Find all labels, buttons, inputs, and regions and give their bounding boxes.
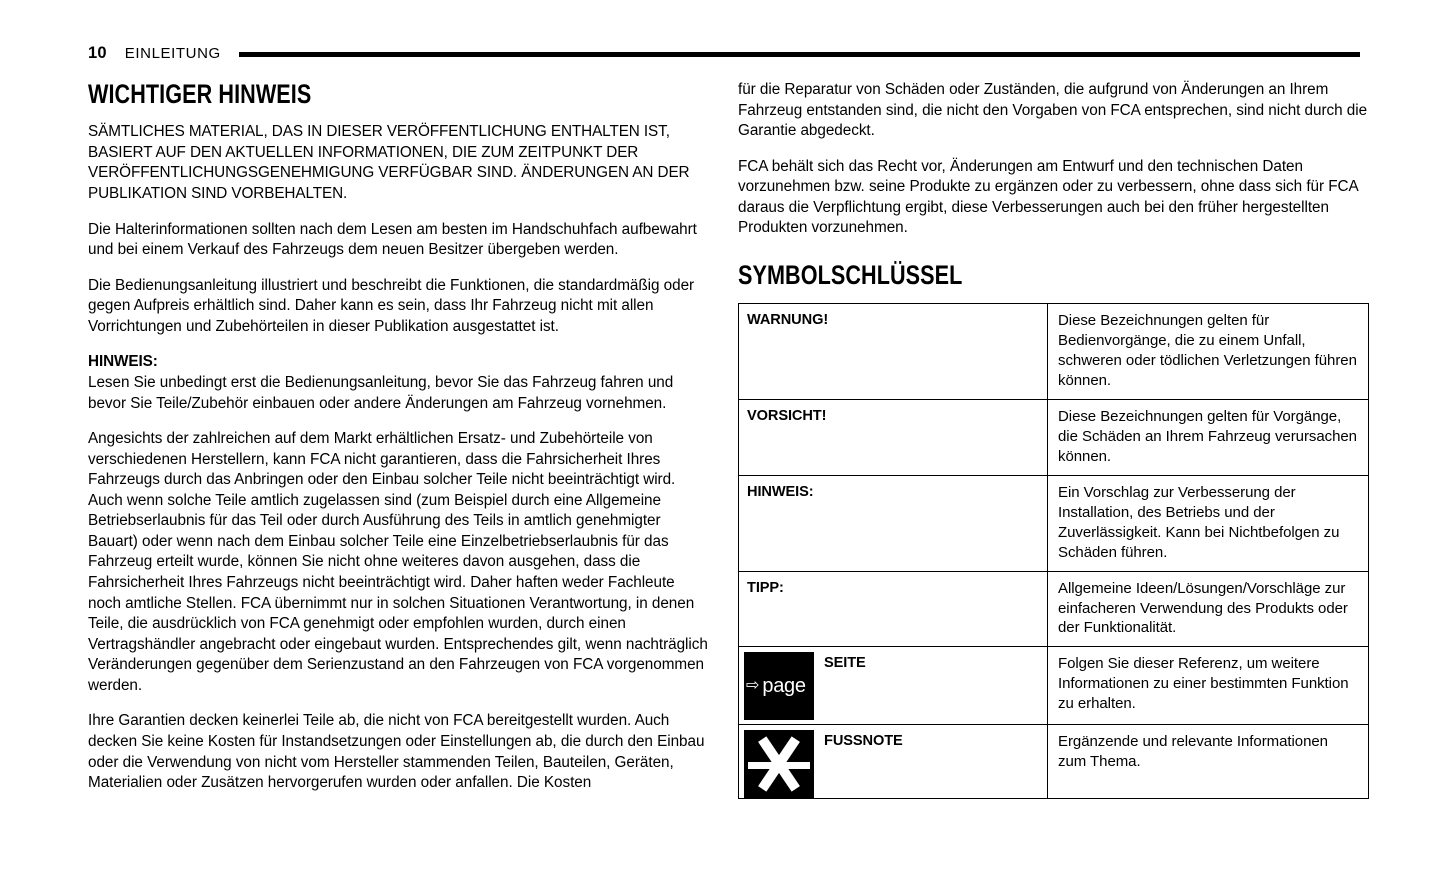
- symbol-description-tipp: Allgemeine Ideen/Lösungen/Vorschläge zur einfacheren Verwendung des Produkts oder der Funktionalität.: [1058, 579, 1348, 637]
- symbol-cell-description: [1048, 304, 1369, 400]
- paragraph-bedienungsanleitung: Die Bedienungsanleitung illustriert und beschreibt die Funktionen, die standardmäßig oder gegen Aufpreis erhältlich sind. Daher kann es sein, dass Ihr Fahrzeug nicht mit allen Vorrichtungen und Zubehörteilen in dieser Publikation ausgestattet ist.: [88, 276, 695, 335]
- symbol-icon-cell-seite: [739, 647, 1047, 720]
- symbol-label-fussnote: FUSSNOTE: [824, 733, 903, 750]
- symbol-label-vorsicht: VORSICHT!: [747, 408, 827, 425]
- symbol-key-table: [738, 303, 1369, 799]
- symbol-description-hinweis: Ein Vorschlag zur Verbesserung der Installation, des Betriebs und der Zuverlässigkeit. Kann bei Nichtbefolgen zu Schäden führen.: [1058, 483, 1340, 561]
- page-reference-word: page: [762, 675, 806, 698]
- page-reference-icon: [744, 652, 814, 720]
- paragraph-halterinformationen: Die Halterinformationen sollten nach dem Lesen am besten im Handschuhfach aufbewahrt und bei einem Verkauf des Fahrzeugs dem neuen Besitzer übergeben werden.: [88, 220, 697, 259]
- paragraph-disclaimer-caps: SÄMTLICHES MATERIAL, DAS IN DIESER VERÖFFENTLICHUNG ENTHALTEN IST, BASIERT AUF DEN AKTUELLEN INFORMATIONEN, DIE ZUM ZEITPUNKT DER VERÖFFENTLICHUNGSGENEHMIGUNG VERFÜGBAR SIND. ÄNDERUNGEN AN DER PUBLIKATION SIND VORBEHALTEN.: [88, 123, 690, 203]
- symbol-cell-description: [1048, 400, 1369, 476]
- section-title-wichtiger-hinweis: WICHTIGER HINWEIS: [88, 79, 312, 109]
- note-label-hinweis: HINWEIS:: [88, 353, 158, 371]
- section-title-symbolschluessel: SYMBOLSCHLÜSSEL: [738, 259, 963, 290]
- symbol-label-hinweis: HINWEIS:: [747, 483, 814, 500]
- paragraph-garantien: Ihre Garantien decken keinerlei Teile ab, die nicht von FCA bereitgestellt wurden. Auch decken Sie keine Kosten für Instandsetzungen oder Einstellungen ab, die durch den Einbau oder die Verwendung von nicht vom Hersteller stammenden Teilen, Bauteilen, Geräten, Materialien oder Zusätzen hervorgerufen wurden oder anfallen. Die Kosten: [88, 712, 705, 792]
- page-running-header: [88, 40, 1360, 66]
- paragraph-fca-rechtsvorbehalt: FCA behält sich das Recht vor, Änderungen am Entwurf und den technischen Daten vorzunehmen bzw. seine Produkte zu ergänzen oder zu verbessern, ohne dass sich für FCA daraus die Verpflichtung ergibt, diese Verbesserungen auch bei den früher hergestellten Produkten vorzunehmen.: [738, 157, 1358, 237]
- paragraph-reparatur-kosten: für die Reparatur von Schäden oder Zuständen, die aufgrund von Änderungen an Ihrem Fahrzeug entstanden sind, die nicht den Vorgaben von FCA entsprechen, sind nicht durch die Garantie abgedeckt.: [738, 81, 1368, 140]
- symbol-description-vorsicht: Diese Bezeichnungen gelten für Vorgänge, die Schäden an Ihrem Fahrzeug verursachen können.: [1058, 408, 1357, 465]
- page-number: 10: [88, 43, 107, 62]
- symbol-cell-description: [1048, 647, 1369, 725]
- symbol-cell-description: [1048, 571, 1369, 647]
- symbol-cell-label: [739, 725, 1048, 799]
- symbol-label-tipp: TIPP:: [747, 579, 784, 596]
- table-row: [739, 725, 1369, 799]
- symbol-cell-label: [739, 571, 1048, 647]
- symbol-label-warnung: WARNUNG!: [747, 312, 829, 329]
- table-row: [739, 475, 1369, 571]
- paragraph-ersatzteile: Angesichts der zahlreichen auf dem Markt erhältlichen Ersatz- und Zubehörteile von verschiedenen Herstellern, kann FCA nicht garantieren, dass die Fahrsicherheit Ihres Fahrzeugs durch das Anbringen oder den Einbau solcher Teile nicht beeinträchtigt wird. Auch wenn solche Teile amtlich zugelassen sind (zum Beispiel durch eine Allgemeine Betriebserlaubnis für das Teil oder durch Ausführung des Teils in amtlich genehmigter Bauart) oder wenn nach dem Einbau solcher Teile eine Einzelbetriebserlaubnis für das Fahrzeug erteilt wurde, können Sie nicht ohne weiteres davon ausgehen, dass die Fahrsicherheit Ihres Fahrzeugs nicht beeinträchtigt wird. Daher haften weder Fachleute noch amtliche Stellen. FCA übernimmt nur in solchen Situationen Verantwortung, in denen Teile, die ausdrücklich von FCA genehmigt oder empfohlen wurden, durch einen Vertragshändler angebracht oder eingebaut wurden. Entsprechendes gilt, wenn nachträglich Veränderungen gegenüber dem Serienzustand an den Fahrzeugen von FCA vorgenommen werden.: [88, 430, 708, 694]
- left-column: [88, 80, 710, 794]
- symbol-cell-label: [739, 304, 1048, 400]
- header-rule: [239, 52, 1360, 57]
- symbol-description-warnung: Diese Bezeichnungen gelten für Bedienvorgänge, die zu einem Unfall, schweren oder tödlichen Verletzungen führen können.: [1058, 312, 1357, 390]
- note-text-hinweis: Lesen Sie unbedingt erst die Bedienungsanleitung, bevor Sie das Fahrzeug fahren und bevor Sie Teile/Zubehör einbauen oder andere Änderungen am Fahrzeug vornehmen.: [88, 373, 674, 412]
- symbol-cell-label: [739, 400, 1048, 476]
- table-row: [739, 400, 1369, 476]
- right-column: [738, 80, 1370, 799]
- footnote-asterisk-glyph: [744, 730, 814, 798]
- symbol-cell-description: [1048, 725, 1369, 799]
- symbol-description-fussnote: Ergänzende und relevante Informationen zum Thema.: [1058, 733, 1328, 771]
- table-row: [739, 571, 1369, 647]
- table-row: [739, 304, 1369, 400]
- right-arrow-icon: ⇨: [746, 677, 760, 695]
- header-section-title: EINLEITUNG: [124, 44, 221, 62]
- symbol-cell-label: [739, 475, 1048, 571]
- footnote-asterisk-icon: [744, 730, 814, 798]
- symbol-description-seite: Folgen Sie dieser Referenz, um weitere Informationen zu einer bestimmten Funktion zu erhalten.: [1058, 655, 1349, 713]
- symbol-cell-description: [1048, 475, 1369, 571]
- table-row: [739, 647, 1369, 725]
- symbol-icon-cell-fussnote: [739, 725, 1047, 798]
- symbol-cell-label: [739, 647, 1048, 725]
- symbol-label-seite: SEITE: [824, 655, 866, 672]
- page-reference-glyph: [746, 676, 806, 696]
